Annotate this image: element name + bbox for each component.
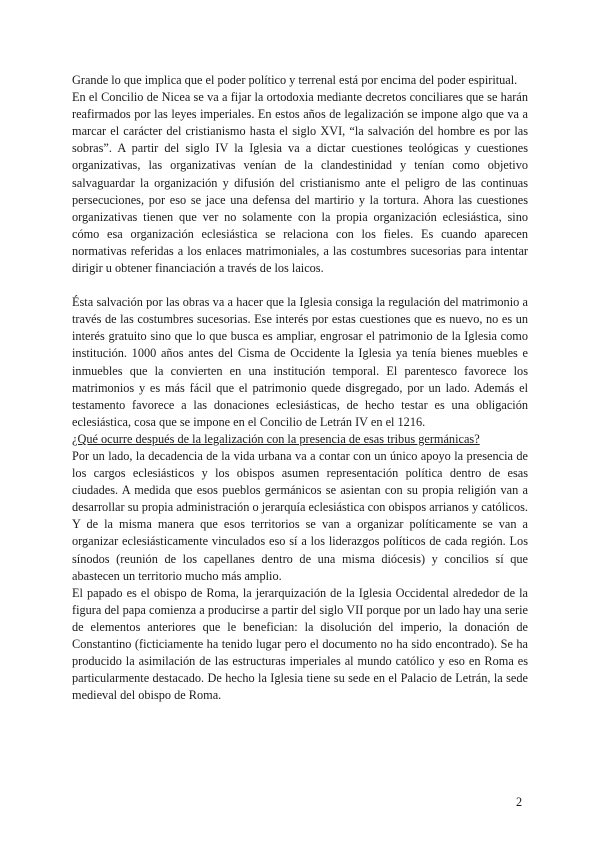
paragraph-council-nicea: En el Concilio de Nicea se va a fijar la ortodoxia mediante decretos conciliares que se harán reafirmados por las leyes imperiales. En estos años de legalización se impone algo que va a marcar el carácter del cristianismo hasta el siglo XVI, “la salvación del hombre es por las sobras”. A partir del siglo IV la Iglesia va a dictar cuestiones teológicas y cuestiones organizativas, las organizativas venían de la clandestinidad y tenían como objetivo salvaguardar la organización y difusión del cristianismo ante el peligro de las continuas persecuciones, por eso se jace una defensa del martirio y la tortura. Ahora las cuestiones organizativas tienen que ver no solamente con la propia organización eclesiástica, sino cómo esa organización eclesiástica se relaciona con los fieles. Es cuando aparecen normativas referidas a los enlaces matrimoniales, a las costumbres sucesorias para intentar dirigir u obtener financiación a través de los laicos.: [72, 90, 528, 276]
paragraph-power-spiritual: Grande lo que implica que el poder político y terrenal está por encima del poder espiritual.: [72, 73, 518, 87]
paragraph-salvation-works: Ésta salvación por las obras va a hacer que la Iglesia consiga la regulación del matrimonio a través de las costumbres sucesorias. Ese interés por estas cuestiones que es nuevo, no es un interés gratuito sino que lo que busca es ampliar, engrosar el patrimonio de la Iglesia como institución. 1000 años antes del Cisma de Occidente la Iglesia ya tenía bienes muebles e inmuebles que la convierten en una institución temporal. El parentesco favorece los matrimonios y es más fácil que el patrimonio quede disgregado, por un lado. Además el testamento favorece a las donaciones eclesiásticas, de hecho testar es una obligación eclesiástica, cosa que se impone en el Concilio de Letrán IV en el 1216.: [72, 295, 528, 429]
paragraph-spacer: [72, 277, 528, 294]
paragraph-papacy-rome: El papado es el obispo de Roma, la jerarquización de la Iglesia Occidental alrededor de la figura del papa comienza a producirse a partir del siglo VII porque por un lado hay una serie de elementos anteriores que le benefician: la disolución del imperio, la donación de Constantino (ficticiamente ha tenido lugar pero el documento no ha sido encontrado). Se ha producido la asimilación de las estructuras imperiales al mundo católico y eso en Roma es particularmente destacado. De hecho la Iglesia tiene su sede en el Palacio de Letrán, la sede medieval del obispo de Roma.: [72, 585, 528, 703]
document-page: [72, 72, 528, 704]
paragraph-germanic-tribes: Por un lado, la decadencia de la vida urbana va a contar con un único apoyo la presencia de los cargos eclesiásticos y los obispos asumen representación política dentro de esas ciudades. A medida que esos pueblos germánicos se asientan con su propia religión van a desarrollar su propia administración o jerarquía eclesiástica con obispos arrianos y católicos. Y de la misma manera que esos territorios se van a organizar políticamente se van a organizar eclesiásticamente vinculados eso sí a los liderazgos políticos de cada región. Los sínodos (reunión de los capellanes dentro de una misma diócesis) y concilios sí que abastecen un territorio mucho más amplio.: [72, 448, 528, 583]
page-number: 2: [516, 795, 523, 809]
section-question-heading: ¿Qué ocurre después de la legalización con la presencia de esas tribus germánicas?: [72, 431, 480, 446]
